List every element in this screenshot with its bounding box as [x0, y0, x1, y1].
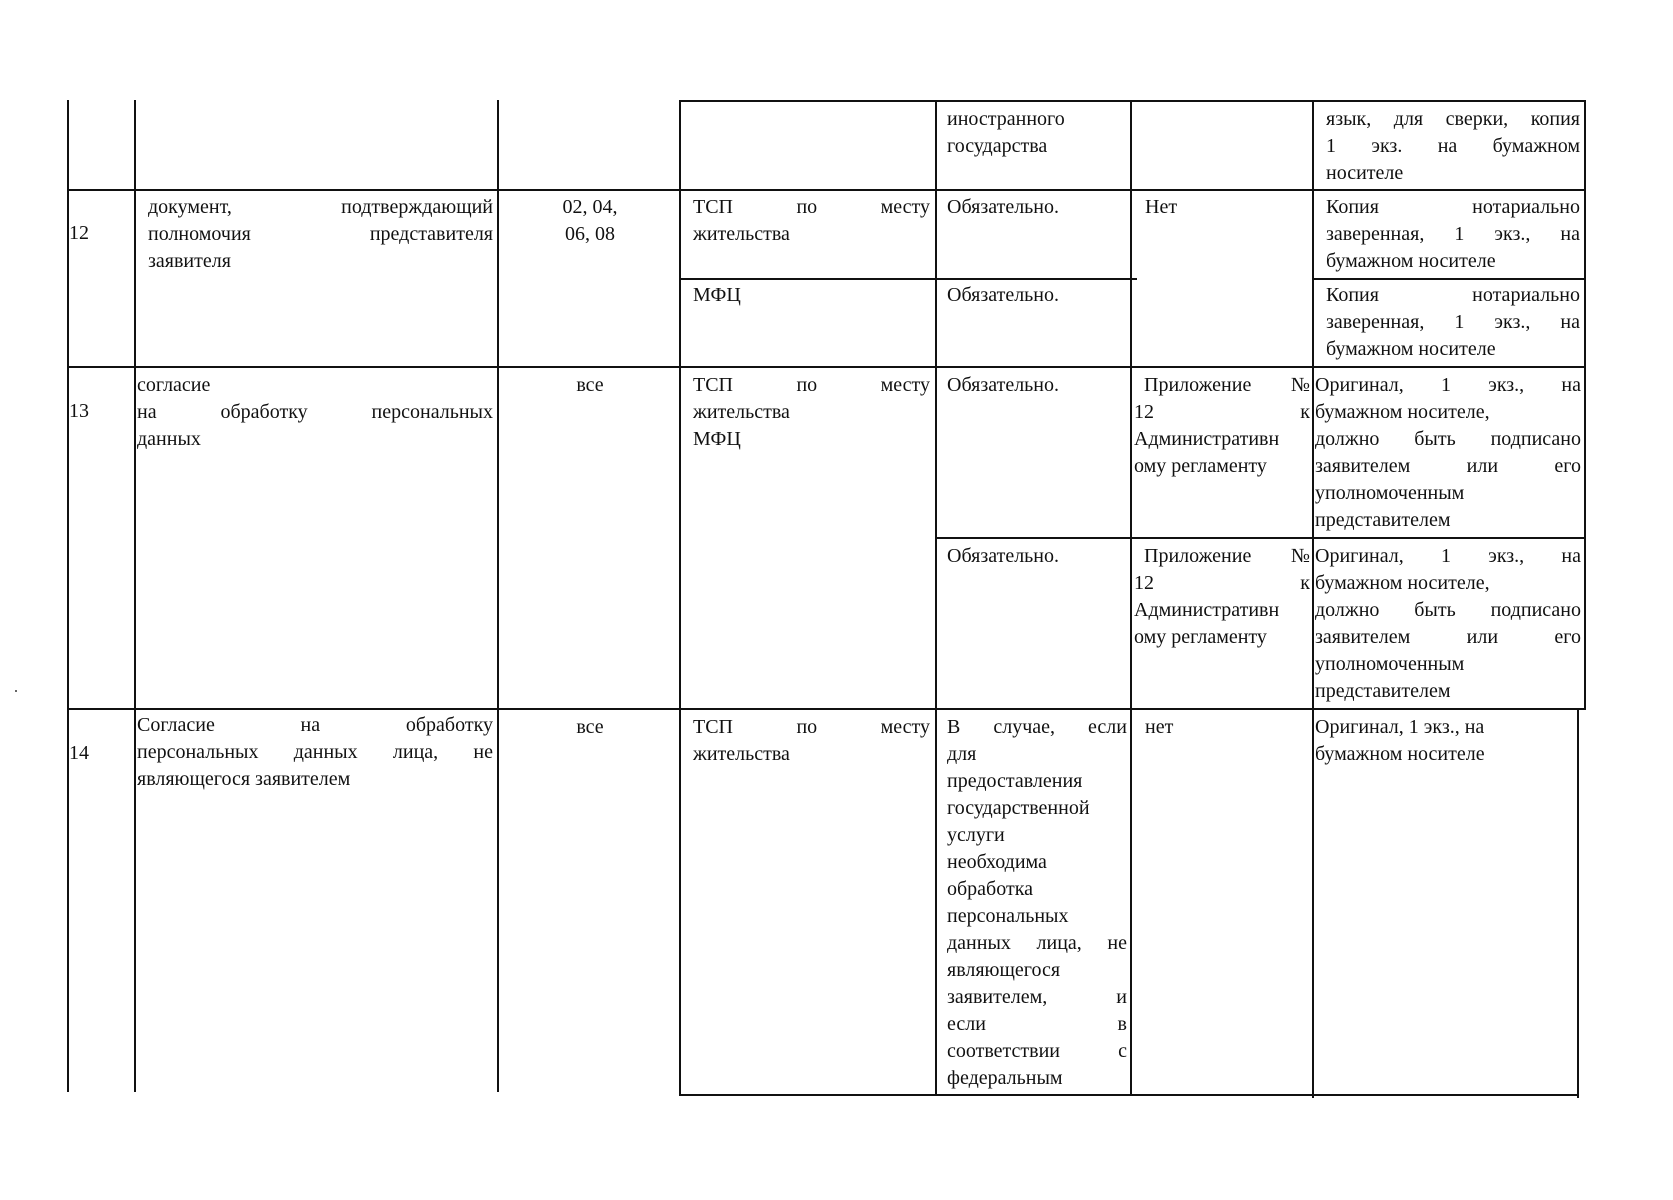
cell-submission-place — [693, 714, 930, 768]
text-line: персональных — [947, 905, 1069, 927]
text-line: федеральным — [947, 1067, 1063, 1089]
cell-submission-place — [693, 372, 930, 453]
text-line: МФЦ — [693, 428, 741, 450]
text-line: Административн — [1134, 428, 1280, 450]
cell-category-codes — [540, 194, 640, 248]
text-line: бумажном носителе — [1326, 338, 1496, 360]
text-line: являющегося — [947, 959, 1061, 981]
text-line: государства — [947, 135, 1048, 157]
table-border — [67, 708, 1586, 710]
text-line: 12 к — [1134, 572, 1310, 594]
text-line: жительства — [693, 743, 790, 765]
text-line: ому регламенту — [1134, 455, 1267, 477]
text-line: заявителем или его — [1315, 626, 1581, 648]
text-line: бумажном носителе — [1315, 743, 1485, 765]
table-border — [1312, 278, 1586, 280]
text-line: ТСП по месту — [693, 716, 930, 738]
text-line: Приложение № — [1144, 374, 1310, 396]
text-line: представителем — [1315, 509, 1451, 531]
text-line: Копия нотариально — [1326, 196, 1580, 218]
text-line: бумажном носителе, — [1315, 572, 1490, 594]
cell-template — [1134, 543, 1310, 651]
table-border — [1584, 100, 1586, 710]
text-line: ТСП по месту — [693, 374, 930, 396]
text-line: МФЦ — [693, 284, 741, 306]
table-border — [935, 100, 937, 1096]
text-line: услуги — [947, 824, 1005, 846]
table-border — [67, 189, 1586, 191]
text-line: Копия нотариально — [1326, 284, 1580, 306]
text-line: 12 к — [1134, 401, 1310, 423]
cell-template — [1134, 372, 1310, 480]
text-line: ому регламенту — [1134, 626, 1267, 648]
cell-condition: Обязательно. — [947, 545, 1060, 567]
text-line: Оригинал, 1 экз., на — [1315, 545, 1581, 567]
table-border — [1312, 100, 1314, 1098]
cell-condition-continued — [947, 106, 1127, 160]
cell-submission-place — [693, 194, 930, 248]
text-line: В случае, если — [947, 716, 1127, 738]
table-border — [935, 537, 1586, 539]
text-line: заверенная, 1 экз., на — [1326, 311, 1580, 333]
cell-condition: Обязательно. — [947, 196, 1060, 218]
table-border — [679, 1094, 1579, 1096]
text-line: язык, для сверки, копия — [1326, 108, 1580, 130]
table-border — [67, 100, 69, 1092]
cell-form — [1315, 714, 1573, 768]
text-line: на обработку персональных — [137, 401, 493, 423]
cell-form-continued — [1326, 106, 1580, 187]
row-number: 12 — [69, 222, 89, 244]
cell-condition — [947, 714, 1127, 1092]
text-line: государственной — [947, 797, 1090, 819]
text-line: иностранного — [947, 108, 1065, 130]
text-line: Оригинал, 1 экз., на — [1315, 716, 1485, 738]
text-line: должно быть подписано — [1315, 428, 1581, 450]
text-line: полномочия представителя — [148, 223, 493, 245]
row-number: 13 — [69, 400, 89, 422]
cell-document-name — [137, 372, 493, 453]
text-line: персональных данных лица, не — [137, 741, 493, 763]
cell-form — [1315, 543, 1581, 705]
text-line: 1 экз. на бумажном — [1326, 135, 1580, 157]
text-line: 06, 08 — [565, 223, 615, 245]
cell-document-name — [148, 194, 493, 275]
cell-category-codes: все — [576, 374, 604, 396]
table-border — [1577, 710, 1579, 1098]
text-line: заявителя — [148, 250, 231, 272]
text-line: соответствии с — [947, 1040, 1127, 1062]
text-line: жительства — [693, 223, 790, 245]
table-border — [679, 278, 1137, 280]
cell-submission-place — [693, 282, 930, 309]
text-line: ТСП по месту — [693, 196, 930, 218]
table-border — [679, 100, 681, 1096]
scan-dot — [15, 690, 17, 692]
table-border — [1130, 100, 1132, 1096]
text-line: если в — [947, 1013, 1127, 1035]
table-border — [497, 100, 499, 1092]
text-line: документ, подтверждающий — [148, 196, 493, 218]
text-line: Приложение № — [1144, 545, 1310, 567]
text-line: заверенная, 1 экз., на — [1326, 223, 1580, 245]
cell-form — [1326, 282, 1580, 363]
table-border — [679, 100, 1586, 102]
text-line: носителе — [1326, 162, 1404, 184]
cell-condition: Обязательно. — [947, 284, 1060, 306]
table-border — [67, 366, 1586, 368]
text-line: уполномоченным — [1315, 482, 1465, 504]
text-line: обработка — [947, 878, 1033, 900]
cell-template: Нет — [1145, 196, 1178, 218]
text-line: заявителем или его — [1315, 455, 1581, 477]
text-line: Административн — [1134, 599, 1280, 621]
text-line: 02, 04, — [562, 196, 618, 218]
text-line: данных лица, не — [947, 932, 1127, 954]
text-line: предоставления — [947, 770, 1083, 792]
text-line: для — [947, 743, 977, 765]
cell-category-codes: все — [576, 716, 604, 738]
cell-form — [1315, 372, 1581, 534]
text-line: должно быть подписано — [1315, 599, 1581, 621]
row-number: 14 — [69, 742, 89, 764]
text-line: данных — [137, 428, 201, 450]
cell-form — [1326, 194, 1580, 275]
table-border — [134, 100, 136, 1092]
text-line: представителем — [1315, 680, 1451, 702]
text-line: необходима — [947, 851, 1047, 873]
text-line: Согласие на обработку — [137, 714, 493, 736]
text-line: бумажном носителе, — [1315, 401, 1490, 423]
text-line: являющегося заявителем — [137, 768, 351, 790]
cell-template: нет — [1145, 716, 1174, 738]
cell-condition: Обязательно. — [947, 374, 1060, 396]
text-line: бумажном носителе — [1326, 250, 1496, 272]
text-line: согласие — [137, 374, 211, 396]
text-line: жительства — [693, 401, 790, 423]
text-line: Оригинал, 1 экз., на — [1315, 374, 1581, 396]
text-line: заявителем, и — [947, 986, 1127, 1008]
cell-document-name — [137, 712, 493, 793]
text-line: уполномоченным — [1315, 653, 1465, 675]
